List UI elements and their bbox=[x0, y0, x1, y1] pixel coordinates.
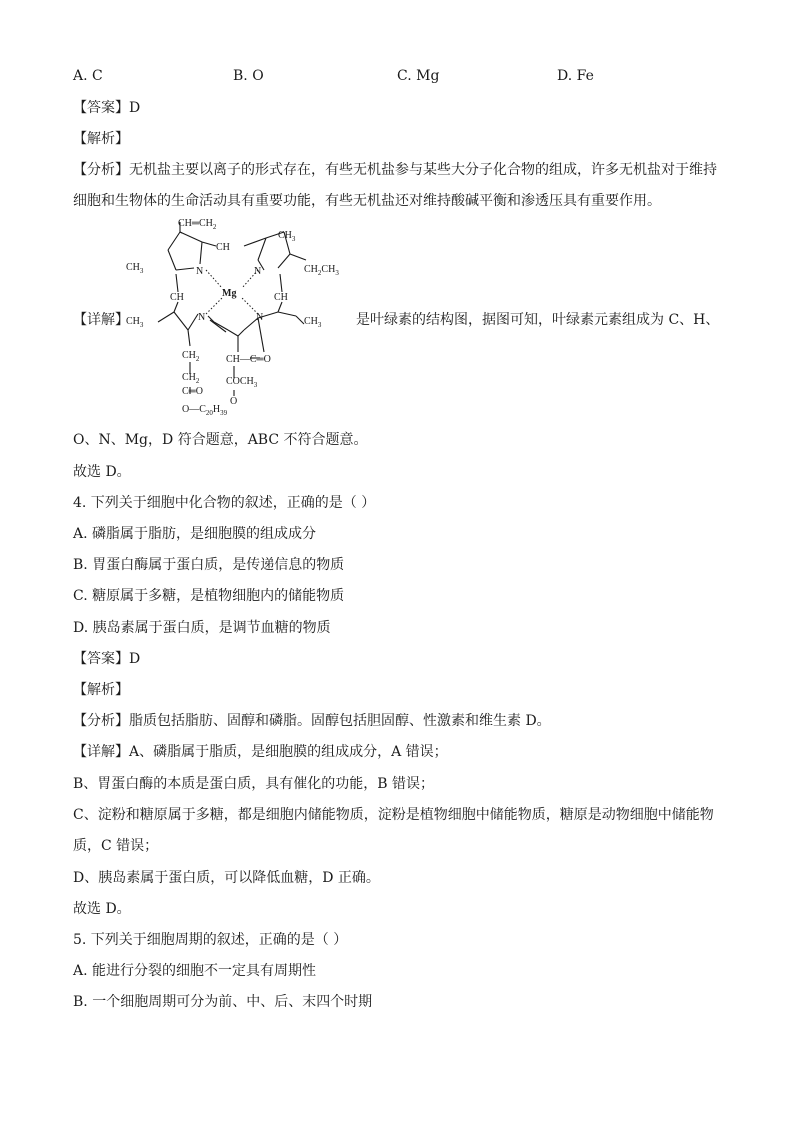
q4-detail-c: C、淀粉和糖原属于多糖，都是细胞内储能物质，淀粉是植物细胞中储能物质，糖原是动物细胞中储能物 bbox=[73, 807, 714, 823]
n2-label: N bbox=[254, 266, 262, 277]
ch3-tl-label: CH bbox=[126, 262, 140, 273]
q5-stem: 5. 下列关于细胞周期的叙述，正确的是（ ） bbox=[73, 932, 348, 948]
q4-option-c: C. 糖原属于多糖，是植物细胞内的储能物质 bbox=[73, 588, 345, 604]
q4-detail-b: B、胃蛋白酶的本质是蛋白质，具有催化的功能，B 错误； bbox=[73, 776, 435, 792]
q4-answer: 【答案】D bbox=[73, 651, 141, 667]
ch3-ml-label: CH bbox=[126, 316, 140, 327]
q3-detail-tag: 【详解】 bbox=[73, 312, 129, 328]
n3-label: N bbox=[198, 312, 206, 323]
o-bottom-label: O bbox=[230, 396, 238, 407]
svg-text:COCH3: $COCH_3$ bbox=[226, 376, 258, 389]
ch-co-label: CH—C═O bbox=[226, 354, 271, 365]
svg-text:CH3: $CH_3$ bbox=[126, 316, 144, 329]
c-eq-o-label: C═O bbox=[182, 386, 203, 397]
ch3-mr-label: CH bbox=[304, 316, 318, 327]
n4-label: N bbox=[256, 312, 264, 323]
coch3-label: COCH bbox=[226, 376, 254, 387]
svg-text:CH3: $CH_3$ bbox=[278, 230, 296, 243]
ch2-b-label: CH bbox=[182, 372, 196, 383]
q4-detail-c-cont: 质，C 错误； bbox=[73, 838, 159, 854]
q3-analysis: 【分析】无机盐主要以离子的形式存在，有些无机盐参与某些大分子化合物的组成，许多无机盐对于维持 bbox=[73, 162, 717, 178]
q4-option-d: D. 胰岛素属于蛋白质，是调节血糖的物质 bbox=[73, 620, 331, 636]
q4-conclusion: 故选 D。 bbox=[73, 901, 131, 917]
chlorophyll-structure-diagram bbox=[118, 212, 348, 417]
svg-text:CH3: $CH_3$ bbox=[304, 316, 322, 329]
q4-option-a: A. 磷脂属于脂肪，是细胞膜的组成成分 bbox=[73, 526, 317, 542]
vinyl-sub: 2 bbox=[212, 223, 217, 231]
q4-analysis: 【分析】脂质包括脂肪、固醇和磷脂。固醇包括胆固醇、性激素和维生素 D。 bbox=[73, 713, 551, 729]
svg-text:O—C20H39: $O—C_{20}H_{39}$ bbox=[182, 404, 228, 417]
q3-detail-text: 是叶绿素的结构图，据图可知，叶绿素元素组成为 C、H、 bbox=[356, 312, 720, 328]
ch2-a-label: CH bbox=[182, 350, 196, 361]
svg-text:CH3: $CH_3$ bbox=[126, 262, 144, 275]
q3-analysis-heading: 【解析】 bbox=[73, 131, 129, 147]
q3-option-d: D. Fe bbox=[557, 68, 594, 84]
ch3-tr-label: CH bbox=[278, 230, 292, 241]
svg-text:CH2: $CH_2$ bbox=[182, 350, 200, 363]
q3-conclusion: 故选 D。 bbox=[73, 464, 131, 480]
q3-analysis-cont: 细胞和生物体的生命活动具有重要功能，有些无机盐还对维持酸碱平衡和渗透压具有重要作用。 bbox=[73, 193, 661, 209]
svg-text:CH═CH2 bbox=[178, 218, 217, 231]
q4-detail-d: D、胰岛素属于蛋白质，可以降低血糖，D 正确。 bbox=[73, 870, 380, 886]
svg-text:CH2CH3: $CH_2CH_3$ bbox=[304, 264, 339, 277]
ch-left-label: CH bbox=[170, 292, 184, 303]
q3-option-c: C. Mg bbox=[397, 68, 440, 84]
ch-top-label: CH bbox=[216, 242, 230, 253]
q3-detail-cont: O、N、Mg，D 符合题意，ABC 不符合题意。 bbox=[73, 432, 368, 448]
ester-o-label: O—C bbox=[182, 404, 206, 415]
n1-label: N bbox=[196, 266, 204, 277]
q3-option-a: A. C bbox=[73, 68, 103, 84]
mg-label: Mg bbox=[222, 288, 237, 299]
q5-option-a: A. 能进行分裂的细胞不一定具有周期性 bbox=[73, 963, 317, 979]
q5-option-b: B. 一个细胞周期可分为前、中、后、末四个时期 bbox=[73, 994, 373, 1010]
q4-analysis-heading: 【解析】 bbox=[73, 682, 129, 698]
q3-answer: 【答案】D bbox=[73, 100, 141, 116]
q3-option-b: B. O bbox=[233, 68, 264, 84]
q4-detail-a: 【详解】A、磷脂属于脂质，是细胞膜的组成成分，A 错误； bbox=[73, 744, 448, 760]
q4-stem: 4. 下列关于细胞中化合物的叙述，正确的是（ ） bbox=[73, 495, 376, 511]
q4-option-b: B. 胃蛋白酶属于蛋白质，是传递信息的物质 bbox=[73, 557, 345, 573]
svg-text:CH2: $CH_2$ bbox=[182, 372, 200, 385]
vinyl-label: CH═CH bbox=[178, 218, 213, 229]
ch-right-label: CH bbox=[274, 292, 288, 303]
ethyl-label: CH bbox=[304, 264, 318, 275]
